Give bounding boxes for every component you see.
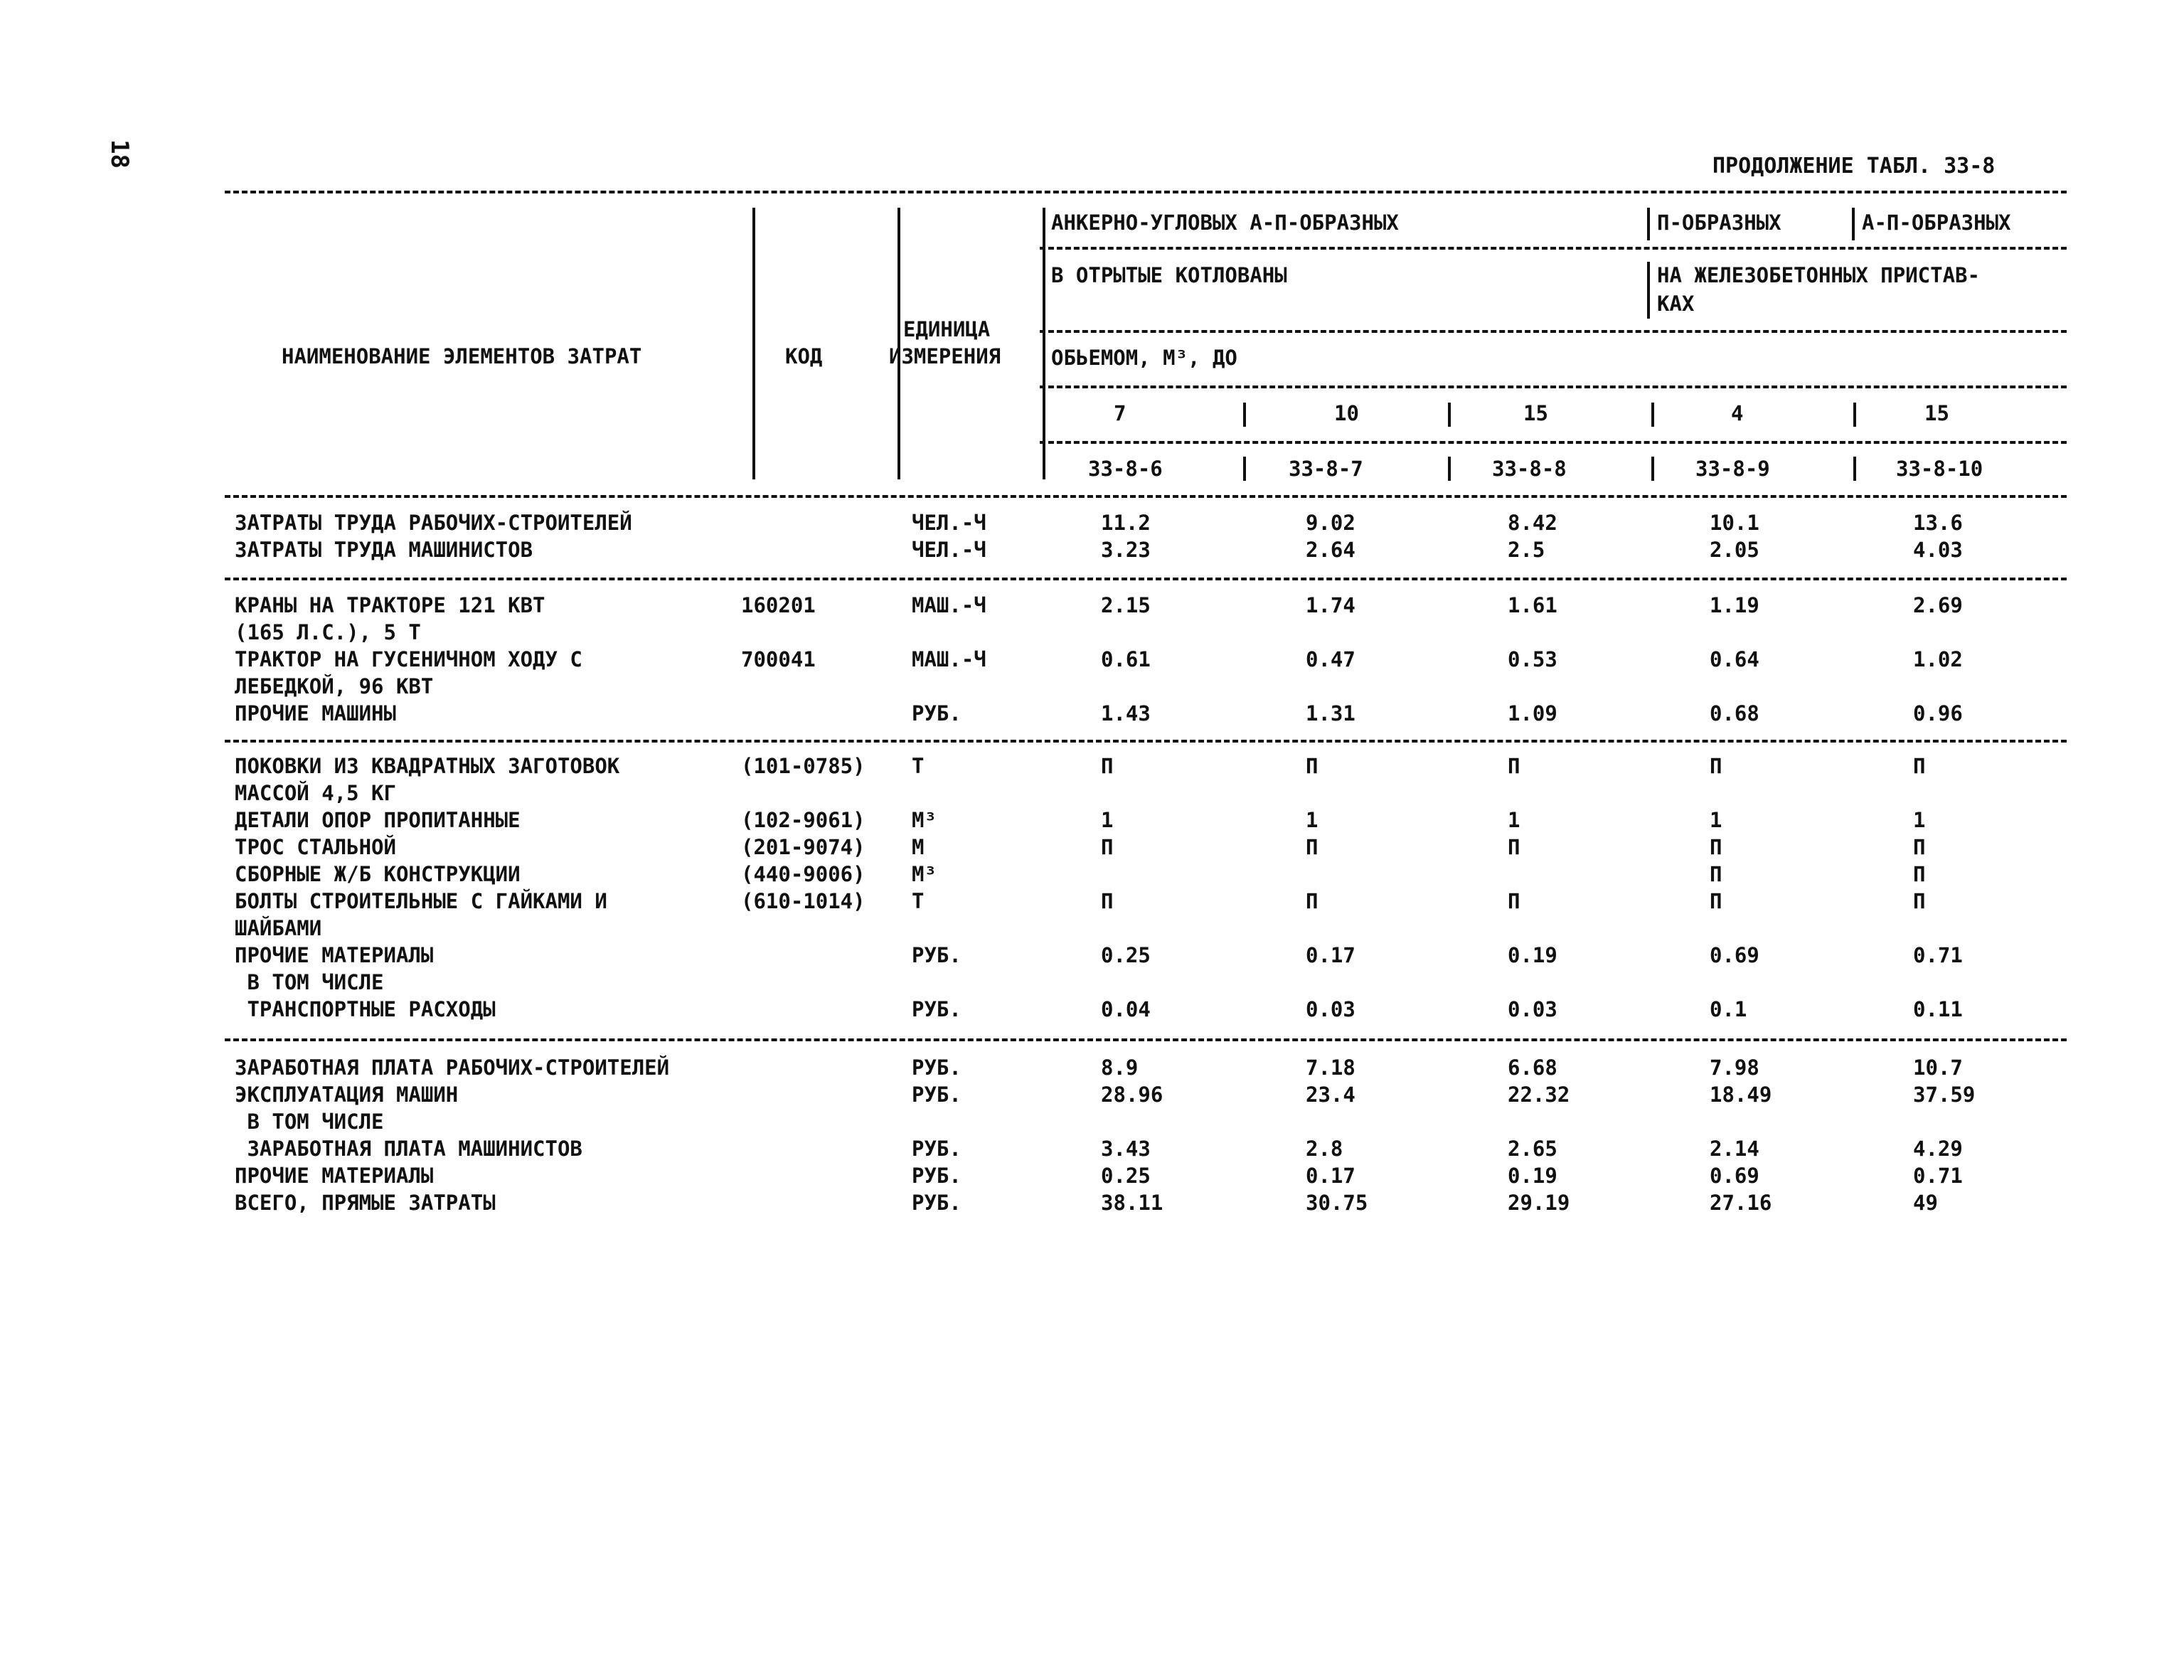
rule-section-2 [225,578,2067,580]
row-value-2: 7.18 [1306,1056,1355,1080]
row-value-2: 1.31 [1306,701,1355,725]
col-sep-v4 [1651,403,1654,427]
col-sep-v5 [1853,403,1856,427]
row-value-1: 1.43 [1101,701,1151,725]
row-value-2: П [1306,754,1319,778]
rule-header-bottom [225,495,2067,498]
row-value-3: 0.19 [1508,943,1557,967]
header-volume-3: 15 [1523,401,1548,425]
row-value-1: 3.43 [1101,1137,1151,1161]
header-volume-4: 4 [1731,401,1744,425]
row-value-2: 30.75 [1306,1191,1368,1215]
rule-header-3 [1040,386,2067,388]
row-value-4: 0.69 [1710,943,1759,967]
row-name: СБОРНЫЕ Ж/Б КОНСТРУКЦИИ [235,862,521,886]
row-name: ТРАКТОР НА ГУСЕНИЧНОМ ХОДУ С [235,647,582,671]
row-value-3: 22.32 [1508,1083,1570,1107]
rule-section-4 [225,1038,2067,1041]
row-value-5: 0.71 [1913,943,1963,967]
row-unit: РУБ. [912,1191,962,1215]
row-value-3: 0.53 [1508,647,1557,671]
row-unit: МАШ.-Ч [912,593,986,617]
row-value-3: 2.65 [1508,1137,1557,1161]
row-code: 160201 [741,593,816,617]
row-name: ДЕТАЛИ ОПОР ПРОПИТАННЫЕ [235,808,521,832]
header-sub-2b: КАХ [1657,292,1695,316]
rule-header-4 [1040,441,2067,444]
row-value-2: 2.8 [1306,1137,1343,1161]
col-sep-sub-2 [1647,262,1650,319]
row-unit: МАШ.-Ч [912,647,986,671]
row-unit: РУБ. [912,943,962,967]
header-sub-1: В ОТРЫТЫЕ КОТЛОВАНЫ [1051,263,1287,287]
row-value-5: П [1913,835,1926,859]
row-value-2: 23.4 [1306,1083,1355,1107]
row-unit: Т [912,754,925,778]
row-name: ШАЙБАМИ [235,916,322,940]
row-value-4: 10.1 [1710,511,1759,535]
row-value-4: 1 [1710,808,1722,832]
row-value-3: 1 [1508,808,1520,832]
row-value-2: 9.02 [1306,511,1355,535]
row-value-3: 29.19 [1508,1191,1570,1215]
row-name: МАССОЙ 4,5 КГ [235,781,396,805]
row-value-3: 6.68 [1508,1056,1557,1080]
row-value-5: 0.71 [1913,1164,1963,1188]
row-value-4: 0.1 [1710,997,1747,1021]
row-name: ЗАТРАТЫ ТРУДА РАБОЧИХ-СТРОИТЕЛЕЙ [235,511,632,535]
row-value-2: П [1306,835,1319,859]
row-value-4: 18.49 [1710,1083,1772,1107]
header-group-3: А-П-ОБРАЗНЫХ [1862,211,2011,235]
row-value-1: 0.61 [1101,647,1151,671]
row-name: ПРОЧИЕ МАШИНЫ [235,701,396,725]
row-unit: Т [912,889,925,913]
row-name: КРАНЫ НА ТРАКТОРЕ 121 КВТ [235,593,545,617]
row-value-5: 4.03 [1913,538,1963,562]
row-name: ЛЕБЕДКОЙ, 96 КВТ [235,674,434,698]
row-value-5: 0.11 [1913,997,1963,1021]
row-unit: РУБ. [912,701,962,725]
row-value-5: 49 [1913,1191,1938,1215]
header-volume-2: 10 [1334,401,1359,425]
row-unit: ЧЕЛ.-Ч [912,538,986,562]
row-value-3: П [1508,754,1520,778]
header-code-3: 33-8-8 [1492,457,1567,481]
row-unit: М³ [912,862,937,886]
header-name: НАИМЕНОВАНИЕ ЭЛЕМЕНТОВ ЗАТРАТ [282,344,642,368]
row-value-3: 2.5 [1508,538,1545,562]
row-value-5: 1.02 [1913,647,1963,671]
row-value-4: 7.98 [1710,1056,1759,1080]
row-name: ПРОЧИЕ МАТЕРИАЛЫ [235,943,434,967]
row-name: ТРОС СТАЛЬНОЙ [235,835,396,859]
header-group-2: П-ОБРАЗНЫХ [1657,211,1781,235]
row-value-2: 2.64 [1306,538,1355,562]
row-value-3: 0.03 [1508,997,1557,1021]
header-unit-2: ИЗМЕРЕНИЯ [889,344,1001,368]
row-value-2: П [1306,889,1319,913]
row-unit: РУБ. [912,1056,962,1080]
row-value-4: 0.68 [1710,701,1759,725]
row-code: (102-9061) [741,808,865,832]
row-value-4: 0.69 [1710,1164,1759,1188]
row-value-5: 37.59 [1913,1083,1976,1107]
row-value-5: П [1913,862,1926,886]
rule-header-2 [1040,330,2067,333]
row-value-1: 11.2 [1101,511,1151,535]
row-value-5: 2.69 [1913,593,1963,617]
row-value-2: 0.17 [1306,1164,1355,1188]
col-sep-group-2 [1647,208,1650,240]
col-sep-code [752,208,755,479]
header-volume: ОБЬЕМОМ, М³, ДО [1051,346,1237,370]
row-value-5: 0.96 [1913,701,1963,725]
row-value-3: 1.09 [1508,701,1557,725]
row-value-4: П [1710,835,1722,859]
row-value-4: П [1710,889,1722,913]
row-code: 700041 [741,647,816,671]
row-value-1: 8.9 [1101,1056,1139,1080]
row-value-1: 3.23 [1101,538,1151,562]
row-value-4: 0.64 [1710,647,1759,671]
header-code-5: 33-8-10 [1896,457,1983,481]
row-value-1: 0.25 [1101,1164,1151,1188]
row-value-2: 0.03 [1306,997,1355,1021]
row-value-1: 28.96 [1101,1083,1163,1107]
header-sub-2a: НА ЖЕЛЕЗОБЕТОННЫХ ПРИСТАВ- [1657,263,1980,287]
row-value-1: П [1101,835,1114,859]
col-sep-v2 [1243,403,1246,427]
row-value-1: 2.15 [1101,593,1151,617]
row-value-3: 1.61 [1508,593,1557,617]
row-name: (165 Л.С.), 5 Т [235,620,421,644]
row-code: (610-1014) [741,889,865,913]
col-sep-v3 [1448,403,1451,427]
header-code-1: 33-8-6 [1088,457,1163,481]
row-value-3: 8.42 [1508,511,1557,535]
row-value-1: 1 [1101,808,1114,832]
row-name: ПРОЧИЕ МАТЕРИАЛЫ [235,1164,434,1188]
rule-section-3 [225,740,2067,743]
row-unit: РУБ. [912,1164,962,1188]
row-value-5: П [1913,754,1926,778]
row-value-1: П [1101,889,1114,913]
col-sep-c5 [1853,457,1856,481]
col-sep-c3 [1448,457,1451,481]
rule-header-1 [1040,247,2067,250]
row-value-4: 1.19 [1710,593,1759,617]
row-value-5: 13.6 [1913,511,1963,535]
row-value-3: П [1508,889,1520,913]
row-value-4: 2.14 [1710,1137,1759,1161]
row-code: (440-9006) [741,862,865,886]
col-sep-group-3 [1852,208,1855,240]
row-unit: РУБ. [912,997,962,1021]
table-continuation-title: ПРОДОЛЖЕНИЕ ТАБЛ. 33-8 [1712,154,1996,179]
header-code-2: 33-8-7 [1289,457,1363,481]
header-code-4: 33-8-9 [1695,457,1770,481]
row-value-4: 27.16 [1710,1191,1772,1215]
row-code: (101-0785) [741,754,865,778]
row-value-1: 38.11 [1101,1191,1163,1215]
rule-top [225,191,2067,193]
row-value-2: 1 [1306,808,1319,832]
row-value-2: 0.17 [1306,943,1355,967]
row-name: БОЛТЫ СТРОИТЕЛЬНЫЕ С ГАЙКАМИ И [235,889,607,913]
row-unit: РУБ. [912,1137,962,1161]
row-value-5: 1 [1913,808,1926,832]
row-unit: ЧЕЛ.-Ч [912,511,986,535]
row-unit: РУБ. [912,1083,962,1107]
row-value-5: 4.29 [1913,1137,1963,1161]
row-unit: М [912,835,925,859]
header-volume-1: 7 [1114,401,1126,425]
row-value-4: П [1710,754,1722,778]
row-name: ПОКОВКИ ИЗ КВАДРАТНЫХ ЗАГОТОВОК [235,754,620,778]
row-name: ЭКСПЛУАТАЦИЯ МАШИН [235,1083,459,1107]
header-code: КОД [785,344,823,368]
row-value-2: 1.74 [1306,593,1355,617]
row-name: ЗАРАБОТНАЯ ПЛАТА РАБОЧИХ-СТРОИТЕЛЕЙ [235,1056,670,1080]
row-value-5: П [1913,889,1926,913]
row-name: ТРАНСПОРТНЫЕ РАСХОДЫ [235,997,496,1021]
row-name: В ТОМ ЧИСЛЕ [235,970,384,994]
row-name: ВСЕГО, ПРЯМЫЕ ЗАТРАТЫ [235,1191,496,1215]
page-number: 18 [105,139,134,169]
row-value-1: 0.04 [1101,997,1151,1021]
row-unit: М³ [912,808,937,832]
header-group-1: АНКЕРНО-УГЛОВЫХ А-П-ОБРАЗНЫХ [1051,211,1399,235]
row-value-3: 0.19 [1508,1164,1557,1188]
header-unit-1: ЕДИНИЦА [903,317,991,341]
col-sep-values [1043,208,1045,479]
row-name: ЗАТРАТЫ ТРУДА МАШИНИСТОВ [235,538,533,562]
row-value-5: 10.7 [1913,1056,1963,1080]
row-value-2: 0.47 [1306,647,1355,671]
row-value-4: П [1710,862,1722,886]
col-sep-c2 [1243,457,1246,481]
row-value-3: П [1508,835,1520,859]
row-value-1: 0.25 [1101,943,1151,967]
row-value-1: П [1101,754,1114,778]
row-code: (201-9074) [741,835,865,859]
row-value-4: 2.05 [1710,538,1759,562]
col-sep-c4 [1651,457,1654,481]
col-sep-unit [897,208,900,479]
row-name: ЗАРАБОТНАЯ ПЛАТА МАШИНИСТОВ [235,1137,582,1161]
header-volume-5: 15 [1924,401,1949,425]
row-name: В ТОМ ЧИСЛЕ [235,1110,384,1134]
